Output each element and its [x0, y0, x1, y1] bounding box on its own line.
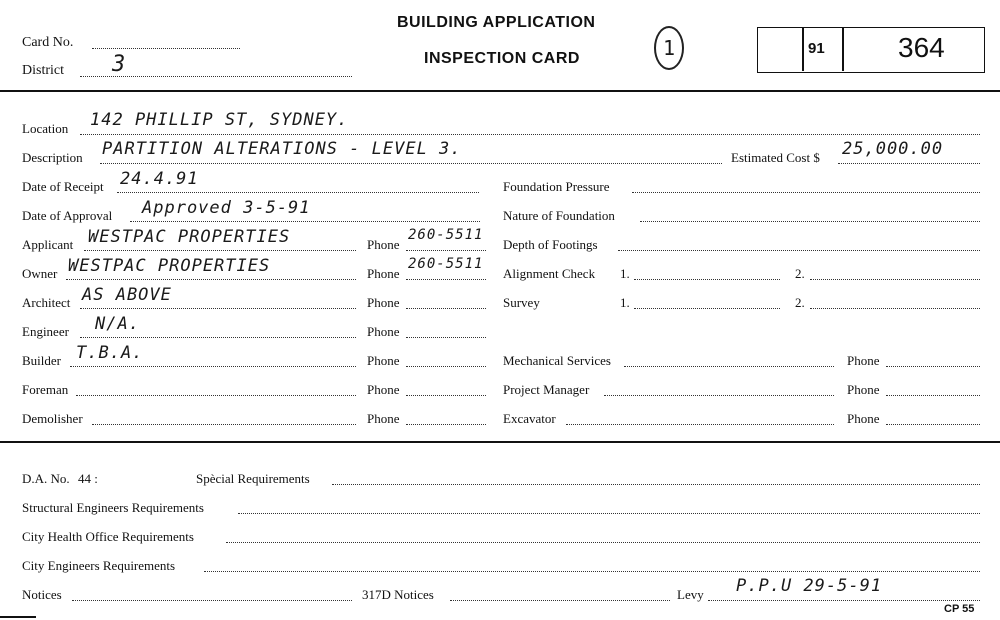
date-of-approval-label: Date of Approval: [22, 208, 113, 223]
depth-of-footings-label: Depth of Footings: [503, 237, 598, 252]
applicant-phone-label: Phone: [367, 237, 400, 252]
form-code: CP 55: [944, 603, 975, 615]
structural-engineers-field[interactable]: [238, 513, 980, 514]
engineer-phone-field[interactable]: [406, 337, 486, 338]
box-divider-2: [842, 28, 844, 71]
alignment-check-item-2: 2.: [795, 266, 805, 281]
engineer-phone-label: Phone: [367, 324, 400, 339]
owner-phone-field[interactable]: [406, 279, 486, 280]
notices-317d-label: 317D Notices: [362, 587, 434, 602]
builder-value: T.B.A.: [76, 343, 144, 363]
box-divider-1: [802, 28, 804, 71]
alignment-check-field-1[interactable]: [634, 279, 780, 280]
date-of-receipt-value: 24.4.91: [120, 169, 199, 189]
foreman-label: Foreman: [22, 382, 69, 397]
date-of-approval-field[interactable]: [130, 221, 480, 222]
estimated-cost-value: 25,000.00: [842, 139, 944, 159]
excavator-phone-label: Phone: [847, 411, 880, 426]
header-divider: [0, 90, 1000, 92]
estimated-cost-label: Estimated Cost $: [731, 150, 820, 165]
description-value: PARTITION ALTERATIONS - LEVEL 3.: [102, 139, 462, 159]
applicant-phone-field[interactable]: [406, 250, 486, 251]
applicant-value: WESTPAC PROPERTIES: [88, 227, 291, 247]
builder-label: Builder: [22, 353, 61, 368]
special-requirements-label: Spècial Requirements: [196, 471, 310, 486]
card-number-box: [757, 27, 985, 73]
date-of-receipt-label: Date of Receipt: [22, 179, 104, 194]
description-label: Description: [22, 150, 83, 165]
mechanical-services-phone-field[interactable]: [886, 366, 980, 367]
foundation-pressure-field[interactable]: [632, 192, 980, 193]
district-value: 3: [112, 52, 127, 77]
circled-number-value: 1: [663, 36, 677, 60]
engineer-field[interactable]: [80, 337, 356, 338]
box-prefix: 91: [808, 40, 825, 57]
survey-field-2[interactable]: [810, 308, 980, 309]
owner-value: WESTPAC PROPERTIES: [68, 256, 271, 276]
city-engineers-field[interactable]: [204, 571, 980, 572]
notices-field[interactable]: [72, 600, 352, 601]
form-title-line1: BUILDING APPLICATION: [397, 14, 596, 31]
architect-phone-label: Phone: [367, 295, 400, 310]
survey-field-1[interactable]: [634, 308, 780, 309]
project-manager-field[interactable]: [604, 395, 834, 396]
foreman-field[interactable]: [76, 395, 356, 396]
owner-phone-label: Phone: [367, 266, 400, 281]
foreman-phone-label: Phone: [367, 382, 400, 397]
structural-engineers-label: Structural Engineers Requirements: [22, 500, 204, 515]
applicant-phone-value: 260-5511: [408, 227, 484, 243]
special-requirements-field[interactable]: [332, 484, 980, 485]
foreman-phone-field[interactable]: [406, 395, 486, 396]
circled-number: [654, 26, 684, 70]
da-no-value: 44 :: [78, 471, 98, 486]
corner-mark: [0, 616, 36, 618]
mechanical-services-field[interactable]: [624, 366, 834, 367]
date-of-approval-value: Approved 3-5-91: [142, 198, 311, 218]
mechanical-services-label: Mechanical Services: [503, 353, 611, 368]
owner-field[interactable]: [66, 279, 356, 280]
location-label: Location: [22, 121, 69, 136]
architect-field[interactable]: [80, 308, 356, 309]
description-field[interactable]: [100, 163, 722, 164]
builder-field[interactable]: [70, 366, 356, 367]
depth-of-footings-field[interactable]: [618, 250, 980, 251]
card-no-field[interactable]: [92, 48, 240, 49]
builder-phone-label: Phone: [367, 353, 400, 368]
city-health-field[interactable]: [226, 542, 980, 543]
project-manager-label: Project Manager: [503, 382, 590, 397]
estimated-cost-field[interactable]: [838, 163, 980, 164]
survey-item-2: 2.: [795, 295, 805, 310]
card-no-label: Card No.: [22, 35, 74, 50]
demolisher-phone-label: Phone: [367, 411, 400, 426]
applicant-label: Applicant: [22, 237, 74, 252]
city-engineers-label: City Engineers Requirements: [22, 558, 176, 573]
district-label: District: [22, 63, 64, 78]
architect-label: Architect: [22, 295, 71, 310]
demolisher-phone-field[interactable]: [406, 424, 486, 425]
location-field[interactable]: [80, 134, 980, 135]
project-manager-phone-field[interactable]: [886, 395, 980, 396]
form-title-line2: INSPECTION CARD: [424, 50, 580, 67]
nature-of-foundation-label: Nature of Foundation: [503, 208, 615, 223]
levy-field[interactable]: [708, 600, 980, 601]
owner-label: Owner: [22, 266, 58, 281]
engineer-label: Engineer: [22, 324, 69, 339]
excavator-phone-field[interactable]: [886, 424, 980, 425]
excavator-field[interactable]: [566, 424, 834, 425]
location-value: 142 PHILLIP ST, SYDNEY.: [90, 110, 349, 130]
alignment-check-field-2[interactable]: [810, 279, 980, 280]
excavator-label: Excavator: [503, 411, 556, 426]
alignment-check-item-1: 1.: [620, 266, 630, 281]
city-health-label: City Health Office Requirements: [22, 529, 194, 544]
project-manager-phone-label: Phone: [847, 382, 880, 397]
survey-label: Survey: [503, 295, 540, 310]
date-of-receipt-field[interactable]: [117, 192, 479, 193]
notices-317d-field[interactable]: [450, 600, 670, 601]
foundation-pressure-label: Foundation Pressure: [503, 179, 610, 194]
alignment-check-label: Alignment Check: [503, 266, 596, 281]
box-number: 364: [898, 32, 945, 63]
levy-label: Levy: [677, 587, 704, 602]
architect-phone-field[interactable]: [406, 308, 486, 309]
mechanical-services-phone-label: Phone: [847, 353, 880, 368]
builder-phone-field[interactable]: [406, 366, 486, 367]
engineer-value: N/A.: [95, 314, 140, 334]
demolisher-label: Demolisher: [22, 411, 83, 426]
requirements-divider: [0, 441, 1000, 443]
levy-value: P.P.U 29-5-91: [736, 576, 883, 596]
owner-phone-value: 260-5511: [408, 256, 484, 272]
applicant-field[interactable]: [84, 250, 356, 251]
da-no-label: D.A. No.: [22, 471, 70, 486]
notices-label: Notices: [22, 587, 62, 602]
nature-of-foundation-field[interactable]: [640, 221, 980, 222]
survey-item-1: 1.: [620, 295, 630, 310]
demolisher-field[interactable]: [92, 424, 356, 425]
architect-value: AS ABOVE: [82, 285, 172, 305]
